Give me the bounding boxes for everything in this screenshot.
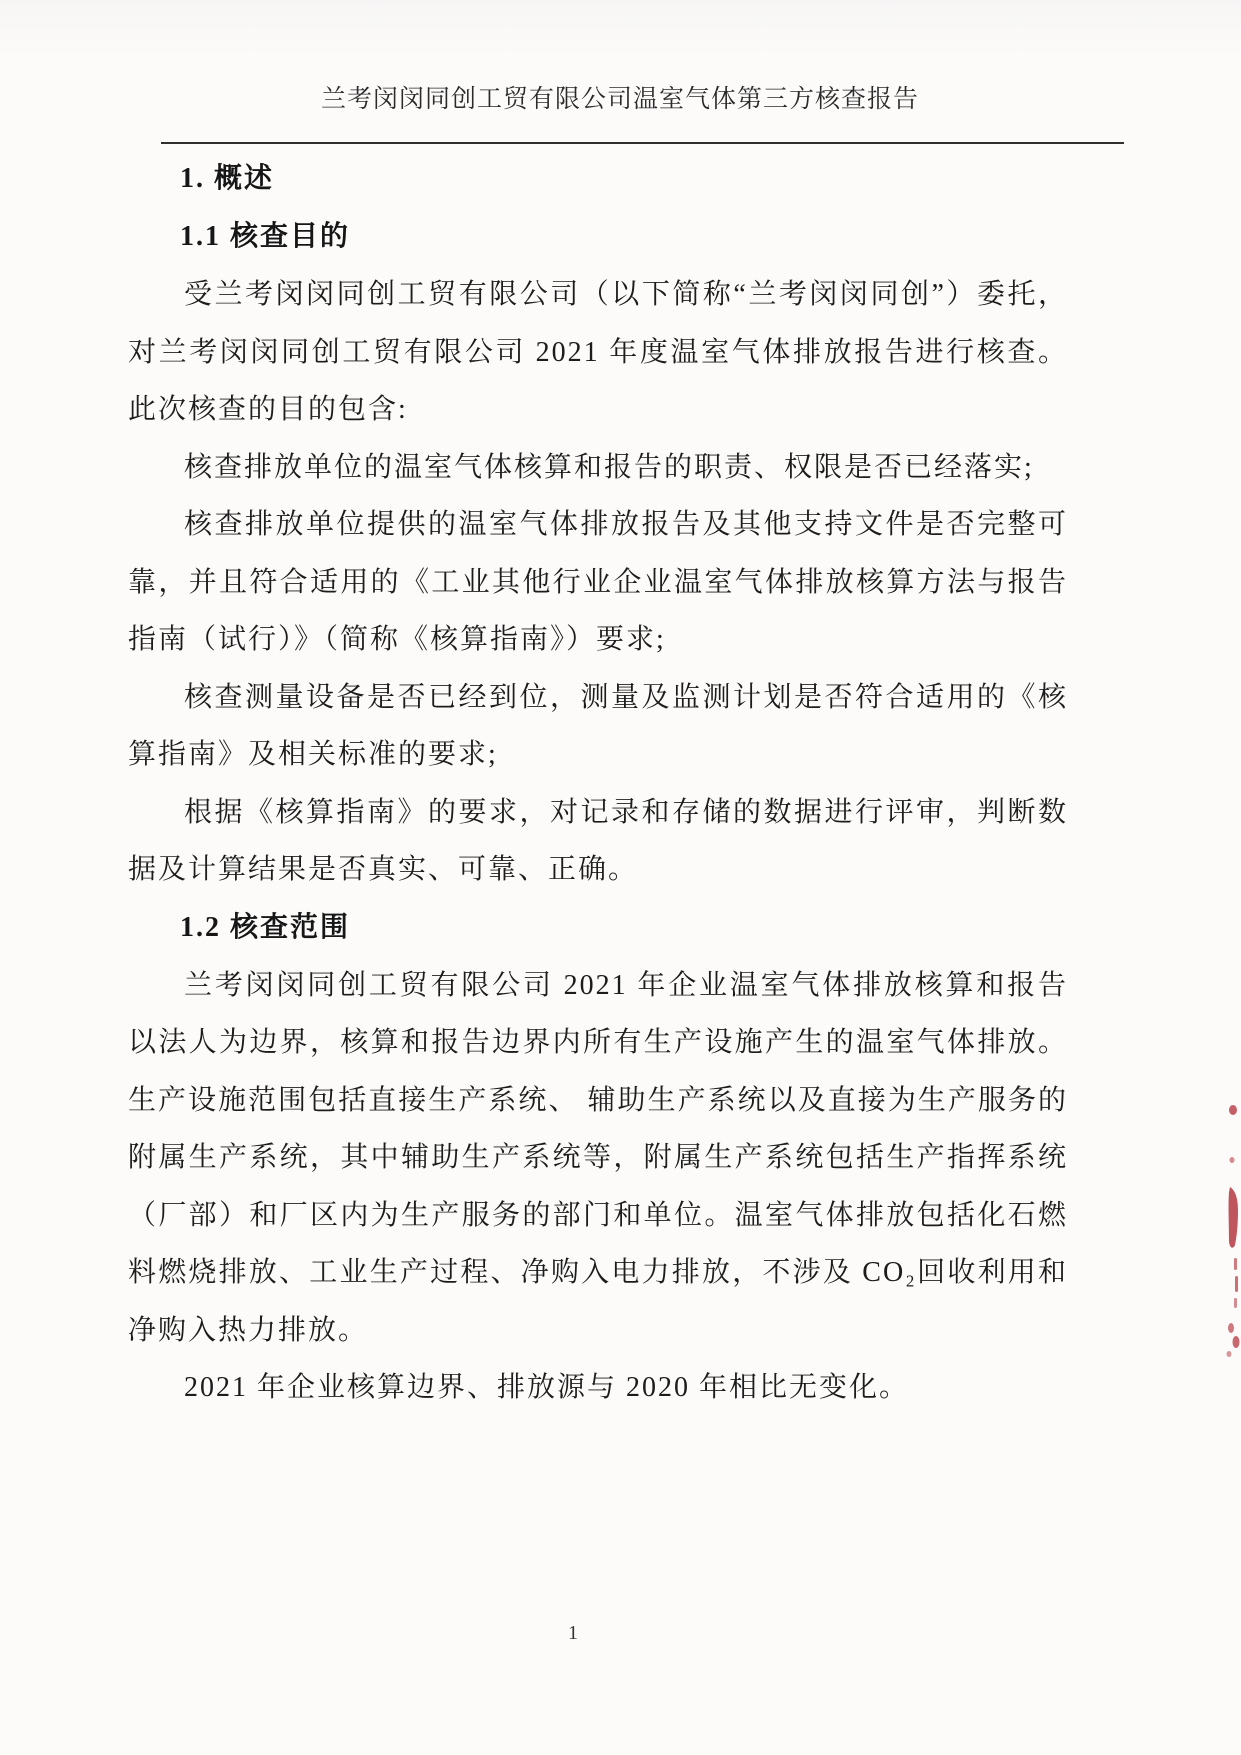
paragraph-no-change-vs-2020: 2021 年企业核算边界、排放源与 2020 年相比无变化。 xyxy=(184,1372,910,1403)
paragraph-data-review: 根据《核算指南》的要求，对记录和存储的数据进行评审，判断数据及计算结果是否真实、可靠、正确。 xyxy=(128,796,1068,885)
paragraph-commission: 受兰考闵闵同创工贸有限公司（以下简称“兰考闵闵同创”）委托，对兰考闵闵同创工贸有限公司 2021 年度温室气体排放报告进行核查。此次核查的目的包含: xyxy=(128,279,1068,425)
red-stamp-fragment xyxy=(1221,1080,1241,1370)
document-header xyxy=(0,84,1241,116)
paragraph-measurement-equipment: 核查测量设备是否已经到位，测量及监测计划是否符合适用的《核算指南》及相关标准的要求; xyxy=(128,681,1068,770)
document-header-title: 兰考闵闵同创工贸有限公司温室气体第三方核查报告 xyxy=(320,86,919,113)
subsection-heading-verification-scope: 1.2 核查范围 xyxy=(180,911,351,943)
header-rule xyxy=(161,142,1124,144)
page-number: 1 xyxy=(568,1622,578,1644)
subsection-heading-verification-purpose: 1.1 核查目的 xyxy=(180,221,351,252)
section-heading-overview: 1. 概述 xyxy=(180,163,275,194)
scan-noise-band xyxy=(0,0,1241,60)
document-body xyxy=(128,150,1068,1417)
paragraph-scope-boundary: 兰考闵闵同创工贸有限公司 2021 年企业温室气体排放核算和报告以法人为边界，核算和报告边界内所有生产设施产生的温室气体排放。生产设施范围包括直接生产系统、 辅助生产系统以及直接为生产服务的附属生产系统，其中辅助生产系统等，附属生产系统包括生产指挥系统（厂部）和厂区内为生产服务的部门和单位。温室气体排放包括化石燃料燃烧排放、工业生产过程、净购入电力排放，不涉及 CO₂回收利用和净购入热力排放。 xyxy=(128,969,1068,1346)
paragraph-responsibility-check: 核查排放单位的温室气体核算和报告的职责、权限是否已经落实; xyxy=(184,451,1034,483)
paragraph-report-completeness: 核查排放单位提供的温室气体排放报告及其他支持文件是否完整可靠，并且符合适用的《工业其他行业企业温室气体排放核算方法与报告指南（试行）》（简称《核算指南》）要求; xyxy=(128,509,1068,655)
